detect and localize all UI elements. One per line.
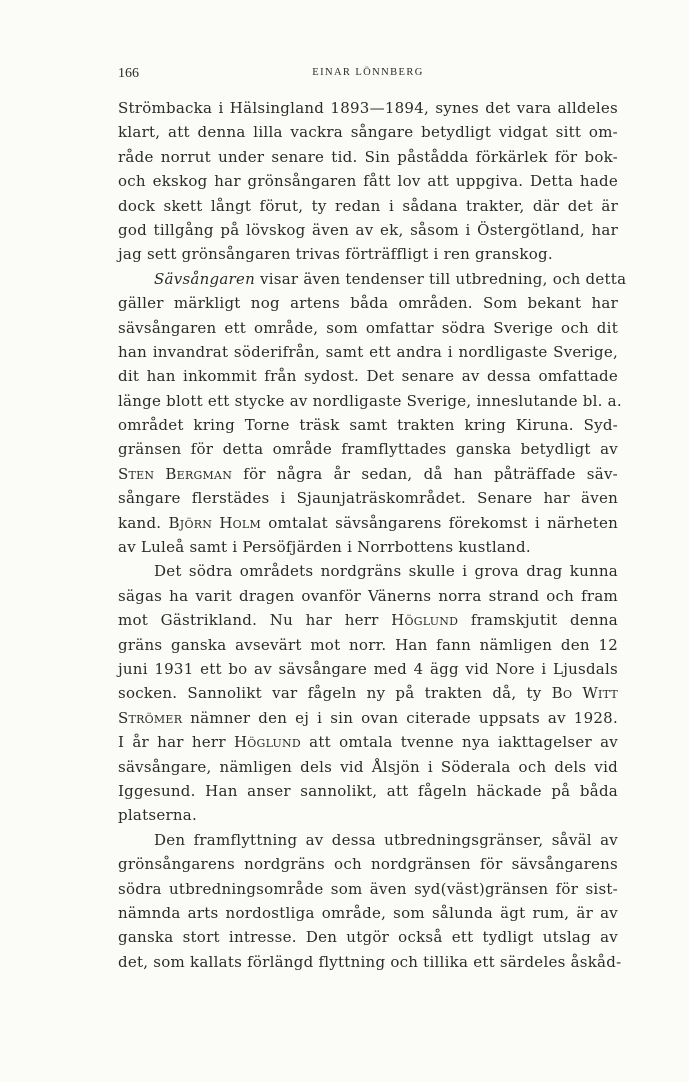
text-line: och ekskog har grönsångaren fått lov att uppgiva. Detta hade [118,172,618,191]
person-name: Sten Bergman [118,464,233,483]
text-line: nämnda arts nordostliga område, som sålunda ägt rum, är av [118,903,618,922]
text-line: området kring Torne träsk samt trakten kring Kiruna. Syd- [118,416,618,435]
page-number: 166 [118,66,139,81]
text-line: gräns ganska avsevärt mot norr. Han fann nämligen den 12 [118,635,618,654]
text-line: gäller märkligt nog artens båda områden. Som bekant har [118,294,618,313]
text-line: södra utbredningsområde som även syd(väst)gränsen för sist- [118,879,618,898]
species-name-italic: Sävsångaren [154,269,255,288]
text-line: kand. Björn Holm omtalat sävsångarens förekomst i närheten [118,513,618,532]
text-line: Den framflyttning av dessa utbredningsgränser, såväl av [154,830,618,849]
person-name: Höglund [233,733,301,752]
text-line: länge blott ett stycke av nordligaste Sverige, inneslutande bl. a. [118,391,622,410]
text-line: det, som kallats förlängd flyttning och tillika ett särdeles åskåd- [118,952,622,971]
text-line: råde norrut under senare tid. Sin påstådda förkärlek för bok- [118,147,618,166]
text-line: av Luleå samt i Persöfjärden i Norrbottens kustland. [118,538,531,557]
text-line: sägas ha varit dragen ovanför Vänerns norra strand och fram [118,586,618,605]
text-line: Det södra områdets nordgräns skulle i grova drag kunna [154,562,618,581]
text-line: god tillgång på lövskog även av ek, såsom i Östergötland, har [118,220,618,239]
text-line: klart, att denna lilla vackra sångare betydligt vidgat sitt om- [118,123,618,142]
text-line: Iggesund. Han anser sannolikt, att fågeln häckade på båda [118,781,618,800]
text-line: I år har herr Höglund att omtala tvenne nya iakttagelser av [118,733,618,752]
text-line: Sävsångaren visar även tendenser till utbredning, och detta [154,269,627,288]
person-name: Strömer [118,708,183,727]
text-line: han invandrat söderifrån, samt ett andra i nordligaste Sverige, [118,342,618,361]
text-line: ganska stort intresse. Den utgör också ett tydligt utslag av [118,928,618,947]
text-line: dock skett långt förut, ty redan i sådana trakter, där det är [118,196,618,215]
text-line: Sten Bergman för några år sedan, då han påträffade säv- [118,464,618,483]
text-line: sävsångaren ett område, som omfattar södra Sverige och dit [118,318,618,337]
text-line: mot Gästrikland. Nu har herr Höglund framskjutit denna [118,611,619,630]
text-line: platserna. [118,806,197,825]
text-line: jag sett grönsångaren trivas förträffligt i ren granskog. [118,245,553,264]
person-name: Höglund [391,611,459,630]
person-name: Bo Witt [551,684,618,703]
text-line: juni 1931 ett bo av sävsångare med 4 ägg vid Nore i Ljusdals [118,659,618,678]
page-header [118,66,618,86]
text-line: dit han inkommit från sydost. Det senare av dessa omfattade [118,367,618,386]
text-line: grönsångarens nordgräns och nordgränsen för sävsångarens [118,855,618,874]
body-text [118,96,627,974]
text-line: Strömbacka i Hälsingland 1893—1894, synes det vara alldeles [118,99,618,117]
person-name: Björn Holm [168,513,261,532]
text-line: sävsångare, nämligen dels vid Ålsjön i Söderala och dels vid [118,757,618,776]
running-head: EINAR LÖNNBERG [312,67,424,78]
text-line: socken. Sannolikt var fågeln ny på trakten då, ty Bo Witt [118,684,618,703]
text-line: sångare flerstädes i Sjaunjaträskområdet. Senare har även [118,489,618,508]
text-line: gränsen för detta område framflyttades ganska betydligt av [118,440,618,459]
text-line: Strömer nämner den ej i sin ovan citerade uppsats av 1928. [118,708,618,727]
